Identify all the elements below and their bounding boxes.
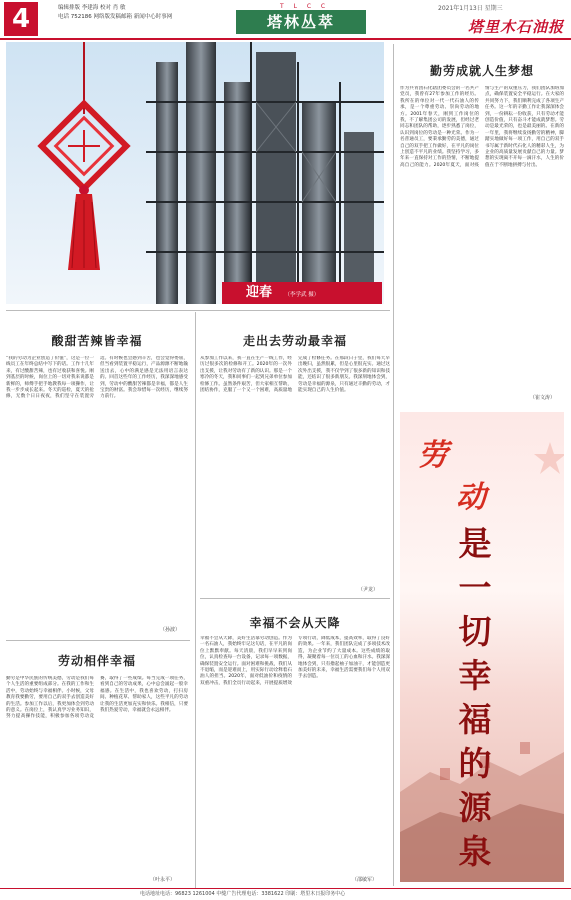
editors-line-2: 电话 752186 网络版发稿邮箱 新闻中心时事网 (58, 14, 173, 20)
article-body-sweet-sour: “我的劳动为企业创造了价值”，这是一位一线员工在年终总结中写下的话。工作十几年来，有过酸甜苦辣，也有过收获和喜悦。刚到基层的时候，岗位上的一切对我来说都是新鲜的，师傅手把手地教我每一项操作，让我一步步成长起来。冬天的巡检，夏天的抢修，无数个日日夜夜，我们坚守在装置旁边。有时候也会感到辛苦，也会觉得委屈，但当看到装置平稳运行，产品源源不断地输送出去，心中的满足感是无法用语言表达的。回首这些年的工作经历，我深深地感受到，劳动中的酸甜苦辣都是幸福，都是人生宝贵的财富。我会珍惜每一次经历，继续努力前行。 (6, 356, 188, 400)
section-title: 塔林丛萃 (236, 10, 366, 34)
slogan-char-dong: 动 (456, 480, 486, 515)
column-divider (393, 44, 394, 886)
refinery-illustration (6, 42, 384, 304)
photo-caption (222, 282, 382, 304)
refinery-photo (6, 42, 384, 304)
article-title-go-out: 走出去劳动最幸福 (242, 334, 347, 348)
page-number: 4 (4, 2, 38, 36)
slogan-panel (400, 412, 564, 882)
editors-info (58, 4, 172, 22)
article-body-no-free-happiness: 幸福不会从天降，美好生活靠劳动创造。作为一名石油人，我始终牢记这句话，在平凡的岗位上默默奉献。每天清晨，我们早早来到岗位，认真检查每一台设备，记录每一项数据，确保装置安全运行。面对困难和挑战，我们从不退缩，而是迎难而上，用实际行动诠释着石油人的担当。2020年，面对低油价和疫情的双重冲击，我们全员行动起来，开展提质增效专项行动，降低成本，提高效率，取得了良好的效果。一年来，我们团队完成了多项技术改造，为企业节约了大量成本。这些成绩的取得，凝聚着每一位员工的心血和汗水。我深深地体会到，只有撸起袖子加油干，才能创造更加美好的未来，幸福生活需要我们每个人用双手去创造。 (200, 636, 390, 686)
row-divider-left (6, 640, 190, 641)
masthead (0, 0, 571, 40)
slogan-main-line: 是一切幸福的源泉 (458, 524, 492, 871)
article-author-sweet-sour: （孙波） (160, 627, 181, 633)
column-divider-inner (195, 312, 196, 888)
article-author-go-out: （尹龙） (358, 587, 379, 593)
row-divider-inner (200, 598, 390, 599)
section-deco-letters: T L C C (280, 3, 330, 10)
article-title-dreams: 勤劳成就人生梦想 (429, 64, 534, 78)
newspaper-logo: 塔里木石油报 (468, 18, 565, 36)
article-title-labor-happiness: 劳动相伴幸福 (57, 654, 136, 668)
photo-caption-title: 迎春 (246, 285, 273, 300)
article-title-sweet-sour: 酸甜苦辣皆幸福 (51, 334, 143, 348)
issue-date: 2021年1月13日 星期三 (438, 5, 503, 12)
article-title-no-free-happiness: 幸福不会从天降 (249, 616, 341, 630)
page-footer: 电话地址电话：96823 1261004 中缝广告代理电话：3381622 印刷：塔里木日报印务中心 (0, 888, 571, 900)
article-body-go-out: 从参加工作以来，我一直在生产一线工作，经历过很多次的检修和开工。2020年的一次外出支援，让我对劳动有了新的认识。那是一个寒冷的冬天，我和同事们一起到兄弟单位参加检修工作。虽然条件艰苦，但大家相互帮助，团结协作，克服了一个又一个困难，高质量地完成了检修任务。在那段日子里，我们每天早出晚归，虽然很累，但是心里很充实。通过这次外出支援，我不仅学到了很多新的知识和技能，还结识了很多新朋友。我深刻地体会到，劳动是幸福的源泉，只有通过辛勤的劳动，才能实现自己的人生价值。 (200, 356, 390, 394)
article-author-dreams: （崔文涛） (530, 395, 556, 401)
article-author-labor-happiness: （叶永平） (150, 877, 176, 883)
row-divider (6, 310, 390, 311)
editors-line-1: 编辑排版 李建海 校对 肖 敏 (58, 5, 126, 11)
article-body-labor-happiness: 勤劳是中华民族的传统美德，劳动是我们每个人生活的重要组成部分。在我的工作和生活中，劳动始终与幸福相伴。小时候，父母教育我要勤劳，要用自己的双手去创造美好的生活。参加工作以后，我更加体会到劳动的意义。在岗位上，我认真学习业务知识，努力提高操作技能，积极参加各项劳动竞赛，取得了一些成绩。每当完成一项任务，看到自己的劳动成果，心中总会涌起一股幸福感。在生活中，我也喜欢劳动，打扫房间、种植花草、帮助家人，这些平凡的劳动让我的生活更加充实和快乐。我相信，只要我们热爱劳动，幸福就会永远相伴。 (6, 676, 188, 720)
article-body-dreams: 作为共青团石化辖团委员会的一名共产党员，我曾有27年参加工作的经历。我所在的单位对一代一代石油人的传承，是一个尊重劳动、崇尚劳动的地方。2001年春天，刚到工作岗位的我，不了解集团公司的发展，但经过老同志和团队的帮助，逐步熟悉了岗位，认识到岗位的劳动是一种光荣。作为一名普通员工，要秉承勤劳的美德，通过自己的双手把工作做好，在平凡的岗位上创造不平凡的业绩。我坚持学习，多年来一直保持对工作的热情，不断地提高自己的能力。2020年夏天，面对疫情与生产的双重压力，我们团队加班加点，确保装置安全平稳运行。在大家的共同努力下，我们顺利完成了各项生产任务。这一年的辛勤工作让我深深体会到，一份耕耘一份收获，只有劳动才能创造价值，只有奋斗才能成就梦想。劳动是最光荣的，也是最美丽的。在新的一年里，我将继续发扬勤劳的精神，脚踏实地做好每一项工作，用自己的双手书写属于新时代石化人的精彩人生，为企业的高质量发展贡献自己的力量。梦想的实现离不开每一滴汗水，人生的价值在于不断地拼搏与付出。 (400, 86, 564, 168)
article-author-no-free-happiness: （邵敏军） (352, 877, 378, 883)
slogan-char-lao: 劳 (418, 438, 448, 473)
photo-credit: （李学武 摄） (284, 292, 320, 298)
